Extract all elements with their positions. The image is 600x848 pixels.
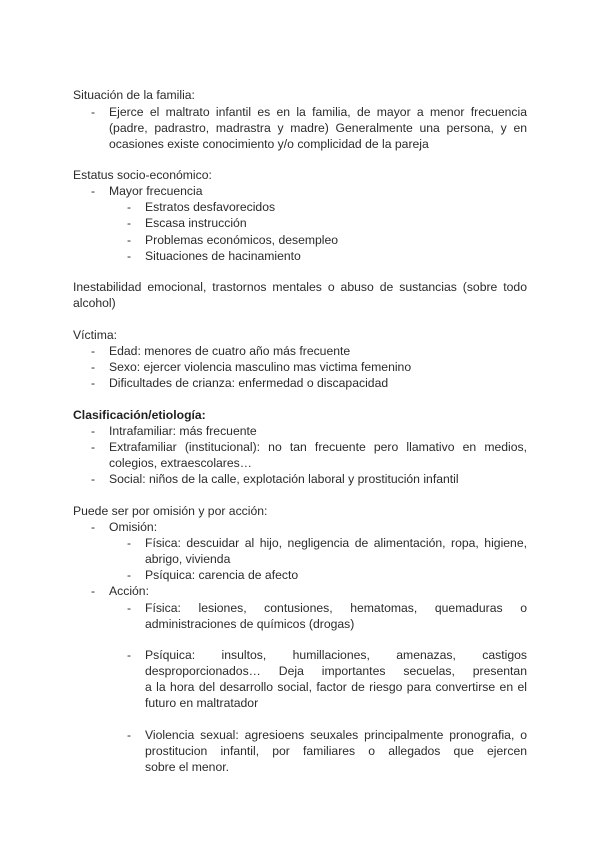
heading-clasificacion: Clasificación/etiología: xyxy=(73,408,206,422)
list-item-omision: - Omisión: xyxy=(91,520,158,534)
list-item: - Mayor frecuencia xyxy=(91,184,203,198)
bullet-dash: - xyxy=(91,376,96,390)
sub-list-item: - Física: lesiones, contusiones, hematomas, quemaduras o xyxy=(127,601,527,615)
list-item: - Edad: menores de cuatro año más frecuente xyxy=(91,344,351,358)
bullet-dash: - xyxy=(91,440,96,454)
list-item-continuation: colegios, extraescolares… xyxy=(109,456,252,470)
bullet-dash: - xyxy=(127,568,132,582)
bullet-dash: - xyxy=(127,216,132,230)
bullet-dash: - xyxy=(91,520,96,534)
list-item: - Sexo: ejercer violencia masculino mas victima femenino xyxy=(91,360,412,374)
sub-list-item: - Problemas económicos, desempleo xyxy=(127,233,339,247)
sub-list-item: - Violencia sexual: agresioens seuxales principalmente pronografia, o xyxy=(127,728,527,742)
bullet-dash: - xyxy=(91,584,96,598)
sub-list-item-continuation: sobre el menor. xyxy=(145,760,230,774)
paragraph-inestabilidad: Inestabilidad emocional, trastornos mentales o abuso de sustancias (sobre todo xyxy=(73,280,527,294)
bullet-dash: - xyxy=(127,536,132,550)
list-item: - Ejerce el maltrato infantil es en la familia, de mayor a menor frecuencia xyxy=(91,105,527,119)
bullet-dash: - xyxy=(127,200,132,214)
list-item-continuation: (padre, padrastro, madrastra y madre) Generalmente una persona, y en xyxy=(109,121,527,135)
sub-list-item: - Psíquica: carencia de afecto xyxy=(127,568,299,582)
heading-victima: Víctima: xyxy=(73,328,118,342)
sub-list-item-continuation: abrigo, vivienda xyxy=(145,552,231,566)
bullet-dash: - xyxy=(91,105,96,119)
bullet-dash: - xyxy=(91,344,96,358)
sub-list-item: - Estratos desfavorecidos xyxy=(127,200,276,214)
bullet-dash: - xyxy=(127,648,132,662)
list-item: - Intrafamiliar: más frecuente xyxy=(91,424,257,438)
list-item: - Extrafamiliar (institucional): no tan frecuente pero llamativo en medios, xyxy=(91,440,527,454)
bullet-dash: - xyxy=(91,184,96,198)
bullet-dash: - xyxy=(127,728,132,742)
sub-list-item: - Física: descuidar al hijo, negligencia de alimentación, ropa, higiene, xyxy=(127,536,527,550)
bullet-dash: - xyxy=(127,249,132,263)
sub-list-item: - Psíquica: insultos, humillaciones, amenazas, castigos xyxy=(127,648,527,662)
bullet-dash: - xyxy=(91,472,96,486)
heading-omision-accion: Puede ser por omisión y por acción: xyxy=(73,504,268,518)
sub-list-item-continuation: futuro en maltratador xyxy=(145,696,259,710)
sub-list-item-continuation: prostitucion infantil, por familiares o allegados que ejercen xyxy=(145,744,527,758)
paragraph-continuation: alcohol) xyxy=(73,296,116,310)
sub-list-item: - Situaciones de hacinamiento xyxy=(127,249,301,263)
bullet-dash: - xyxy=(91,360,96,374)
list-item-accion: - Acción: xyxy=(91,584,149,598)
heading-situacion-familia: Situación de la familia: xyxy=(73,88,195,102)
bullet-dash: - xyxy=(91,424,96,438)
list-item: - Dificultades de crianza: enfermedad o discapacidad xyxy=(91,376,389,390)
sub-list-item-continuation: desproporcionados… Deja importantes secuelas, presentan xyxy=(145,664,527,678)
list-item-continuation: ocasiones existe conocimiento y/o complicidad de la pareja xyxy=(109,137,429,151)
bullet-dash: - xyxy=(127,233,132,247)
heading-estatus: Estatus socio-económico: xyxy=(73,168,212,182)
bullet-dash: - xyxy=(127,601,132,615)
sub-list-item-continuation: administraciones de químicos (drogas) xyxy=(145,617,355,631)
sub-list-item: - Escasa instrucción xyxy=(127,216,247,230)
list-item: - Social: niños de la calle, explotación laboral y prostitución infantil xyxy=(91,472,459,486)
sub-list-item-continuation: a la hora del desarrollo social, factor de riesgo para convertirse en el xyxy=(145,680,527,694)
